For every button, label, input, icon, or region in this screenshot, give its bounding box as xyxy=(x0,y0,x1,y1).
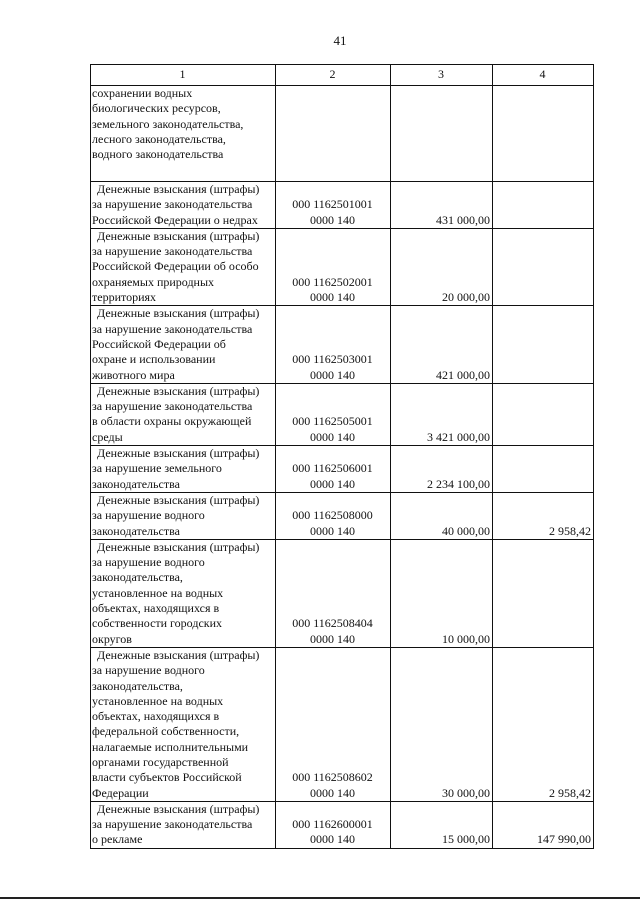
row-code xyxy=(276,801,391,848)
row-amount: 2 234 100,00 xyxy=(391,446,493,493)
code-line: 000 1162508404 xyxy=(292,616,373,631)
description-line: за нарушение законодательства xyxy=(92,399,253,414)
row-column-4 xyxy=(493,182,594,229)
code-line: 0000 140 xyxy=(310,832,355,847)
row-code xyxy=(276,306,391,383)
row-column-4: 2 958,42 xyxy=(493,647,594,801)
row-column-4 xyxy=(493,306,594,383)
description-line: собственности городских xyxy=(92,616,223,631)
code-line: 0000 140 xyxy=(310,290,355,305)
table-row xyxy=(91,801,594,848)
description-line: за нарушение водного xyxy=(92,555,205,570)
column-header-1: 1 xyxy=(91,65,276,86)
description-line: за нарушение законодательства xyxy=(92,817,253,832)
row-amount: 431 000,00 xyxy=(391,182,493,229)
row-code xyxy=(276,647,391,801)
code-line: 000 1162508000 xyxy=(292,508,373,523)
description-line: установленное на водных xyxy=(92,585,224,600)
description-line: округов xyxy=(92,631,132,646)
description-line: Денежные взыскания (штрафы) xyxy=(97,383,260,398)
description-line: Денежные взыскания (штрафы) xyxy=(97,801,260,816)
description-line: объектах, находящихся в xyxy=(92,709,220,724)
code-line: 000 1162502001 xyxy=(292,274,373,289)
row-description xyxy=(91,539,276,647)
description-line: власти субъектов Российской xyxy=(92,770,242,785)
description-line: территориях xyxy=(92,290,157,305)
description-line: Денежные взыскания (штрафы) xyxy=(97,446,260,461)
code-line: 0000 140 xyxy=(310,212,355,227)
row-code xyxy=(276,492,391,539)
code-line: 0000 140 xyxy=(310,631,355,646)
description-line: в области охраны окружающей xyxy=(92,414,252,429)
description-line: Денежные взыскания (штрафы) xyxy=(97,539,260,554)
row-amount: 20 000,00 xyxy=(391,228,493,305)
description-line: налагаемые исполнительными xyxy=(92,739,249,754)
row-amount: 421 000,00 xyxy=(391,306,493,383)
code-line: 0000 140 xyxy=(310,429,355,444)
row-column-4 xyxy=(493,228,594,305)
code-line: 000 1162501001 xyxy=(292,197,373,212)
row-description xyxy=(91,306,276,383)
continuation-description xyxy=(91,86,276,182)
table-row xyxy=(91,182,594,229)
code-line: 000 1162600001 xyxy=(292,817,373,832)
row-description xyxy=(91,182,276,229)
description-line: Денежные взыскания (штрафы) xyxy=(97,182,260,196)
row-amount: 3 421 000,00 xyxy=(391,383,493,445)
description-line: охраняемых природных xyxy=(92,274,215,289)
table-row xyxy=(91,446,594,493)
description-line: за нарушение законодательства xyxy=(92,244,253,259)
description-line: объектах, находящихся в xyxy=(92,601,220,616)
description-line: законодательства xyxy=(92,476,180,491)
row-amount: 30 000,00 xyxy=(391,647,493,801)
row-description xyxy=(91,801,276,848)
column-header-4: 4 xyxy=(493,65,594,86)
row-description xyxy=(91,647,276,801)
table-row xyxy=(91,228,594,305)
description-line: Денежные взыскания (штрафы) xyxy=(97,306,260,321)
row-amount: 40 000,00 xyxy=(391,492,493,539)
row-description xyxy=(91,446,276,493)
row-description xyxy=(91,492,276,539)
continuation-line: сохранении водных xyxy=(92,86,193,100)
row-amount: 10 000,00 xyxy=(391,539,493,647)
description-line: законодательства, xyxy=(92,570,183,585)
description-line: законодательства xyxy=(92,523,180,538)
description-line: Российской Федерации об особо xyxy=(92,259,259,274)
description-line: Денежные взыскания (штрафы) xyxy=(97,492,260,507)
description-line: законодательства, xyxy=(92,678,183,693)
table-body xyxy=(91,65,594,849)
code-line: 000 1162505001 xyxy=(292,414,373,429)
description-line: Российской Федерации о недрах xyxy=(92,212,258,227)
table-row xyxy=(91,306,594,383)
empty-cell xyxy=(493,86,594,182)
code-line: 0000 140 xyxy=(310,785,355,800)
description-line: органами государственной xyxy=(92,754,229,769)
description-line: Российской Федерации об xyxy=(92,336,226,351)
code-line: 000 1162506001 xyxy=(292,461,373,476)
row-column-4: 147 990,00 xyxy=(493,801,594,848)
table-header-row xyxy=(91,65,594,86)
row-code xyxy=(276,539,391,647)
continuation-line: лесного законодательства, xyxy=(92,131,226,146)
description-line: охране и использовании xyxy=(92,352,216,367)
table-row xyxy=(91,383,594,445)
row-description xyxy=(91,383,276,445)
row-code xyxy=(276,383,391,445)
row-code xyxy=(276,228,391,305)
description-line: среды xyxy=(92,429,123,444)
code-line: 0000 140 xyxy=(310,523,355,538)
row-code xyxy=(276,182,391,229)
row-amount: 15 000,00 xyxy=(391,801,493,848)
code-line: 0000 140 xyxy=(310,367,355,382)
continuation-line: биологических ресурсов, xyxy=(92,101,221,116)
column-header-2: 2 xyxy=(276,65,391,86)
description-line: за нарушение водного xyxy=(92,508,205,523)
row-column-4: 2 958,42 xyxy=(493,492,594,539)
continuation-line: водного законодательства xyxy=(92,147,224,162)
continuation-line: земельного законодательства, xyxy=(92,116,244,131)
column-header-3: 3 xyxy=(391,65,493,86)
code-line: 000 1162503001 xyxy=(292,352,373,367)
code-line: 0000 140 xyxy=(310,476,355,491)
description-line: Денежные взыскания (штрафы) xyxy=(97,228,260,243)
code-line: 000 1162508602 xyxy=(292,770,373,785)
table-row xyxy=(91,539,594,647)
row-column-4 xyxy=(493,446,594,493)
description-line: о рекламе xyxy=(92,832,143,847)
description-line: Федерации xyxy=(92,785,149,800)
description-line: животного мира xyxy=(92,367,175,382)
footer-rule xyxy=(0,897,640,899)
description-line: за нарушение законодательства xyxy=(92,197,253,212)
continuation-row xyxy=(91,86,594,182)
description-line: за нарушение водного xyxy=(92,663,205,678)
table-row xyxy=(91,492,594,539)
row-column-4 xyxy=(493,539,594,647)
description-line: за нарушение законодательства xyxy=(92,321,253,336)
budget-table xyxy=(90,64,594,849)
description-line: за нарушение земельного xyxy=(92,461,222,476)
description-line: федеральной собственности, xyxy=(92,724,240,739)
row-column-4 xyxy=(493,383,594,445)
empty-cell xyxy=(276,86,391,182)
description-line: установленное на водных xyxy=(92,693,224,708)
empty-cell xyxy=(391,86,493,182)
row-description xyxy=(91,228,276,305)
table-row xyxy=(91,647,594,801)
row-code xyxy=(276,446,391,493)
description-line: Денежные взыскания (штрафы) xyxy=(97,647,260,662)
page-number: 41 xyxy=(333,33,347,48)
